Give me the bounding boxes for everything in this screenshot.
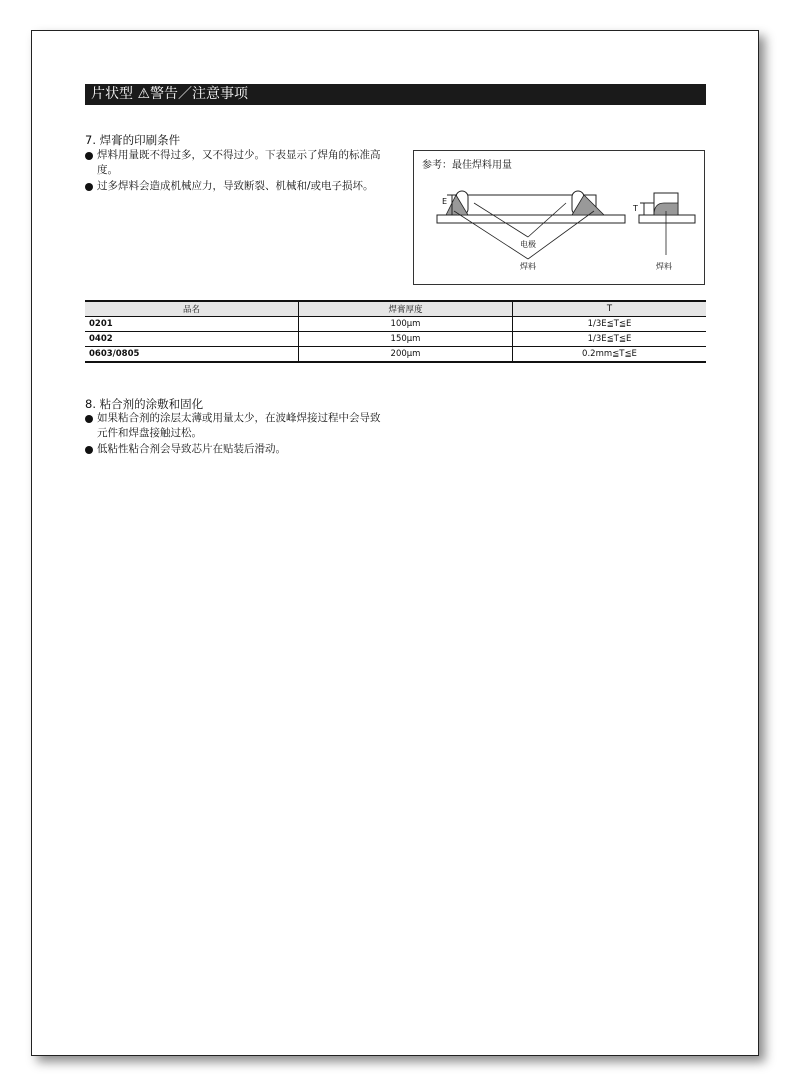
cell-part: 0402: [85, 332, 299, 347]
solder-figure: [413, 150, 705, 285]
table-row: [85, 347, 706, 363]
label-electrode: 电极: [520, 240, 536, 249]
solder-thickness-table: [85, 300, 706, 363]
cell-t: 1/3E≦T≦E: [513, 332, 707, 347]
figure-caption: 参考：最佳焊料用量: [422, 160, 512, 171]
cell-thickness: 200μm: [299, 347, 513, 363]
page-header: [85, 84, 706, 105]
label-e: E: [442, 197, 448, 206]
bullet-dot-icon: [85, 446, 93, 454]
bullet-dot-icon: [85, 415, 93, 423]
column-header: 焊膏厚度: [299, 301, 513, 317]
section-7-bullet: 焊料用量既不得过多，又不得过少。下表显示了焊角的标准高度。: [85, 148, 385, 178]
label-solder-left: 焊料: [520, 262, 536, 271]
section-8-bullet: 低粘性粘合剂会导致芯片在贴装后滑动。: [85, 442, 385, 457]
cell-part: 0201: [85, 317, 299, 332]
section-8-title: 8. 粘合剂的涂敷和固化: [85, 397, 204, 411]
cell-part: 0603/0805: [85, 347, 299, 363]
table-header-row: [85, 301, 706, 317]
bullet-dot-icon: [85, 152, 93, 160]
cell-t: 1/3E≦T≦E: [513, 317, 707, 332]
label-solder-right: 焊料: [656, 262, 672, 271]
label-t: T: [633, 204, 638, 213]
section-8-bullet: 如果粘合剂的涂层太薄或用量太少，在波峰焊接过程中会导致元件和焊盘接触过松。: [85, 411, 385, 441]
cell-thickness: 100μm: [299, 317, 513, 332]
header-title: 片状型 ⚠警告／注意事项: [91, 86, 249, 102]
section-7-title: 7. 焊膏的印刷条件: [85, 133, 181, 147]
table-row: [85, 317, 706, 332]
section-7-bullet: 过多焊料会造成机械应力，导致断裂、机械和/或电子损坏。: [85, 179, 385, 194]
cell-t: 0.2mm≦T≦E: [513, 347, 707, 363]
table-row: [85, 332, 706, 347]
bullet-dot-icon: [85, 183, 93, 191]
cell-thickness: 150μm: [299, 332, 513, 347]
column-header: 品名: [85, 301, 299, 317]
column-header: T: [513, 301, 707, 317]
